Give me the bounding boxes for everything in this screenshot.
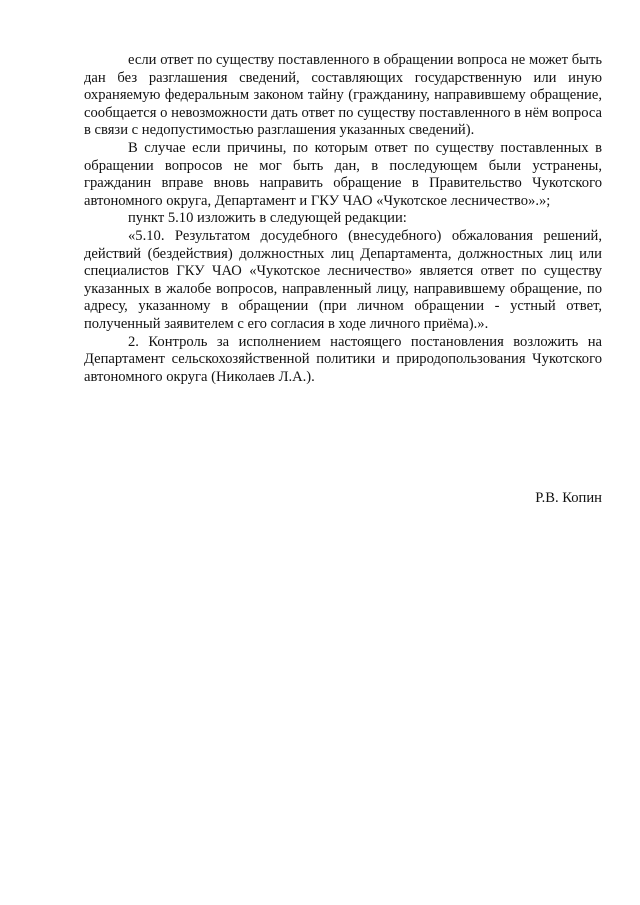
document-body [84,52,602,386]
paragraph-item-5-10-text: «5.10. Результатом досудебного (внесудебного) обжалования решений, действий (бездействия) должностных лиц Департамента, должностных лиц или специалистов ГКУ ЧАО «Чукотское лесничество» является ответ по существу указанных в жалобе вопросов, направленный лицу, направившему обращение, по адресу, указанному в обращении (при личном обращении - устный ответ, полученный заявителем с его согласия в ходе личного приёма).». [84,227,602,332]
signature-name: Р.В. Копин [535,490,602,506]
paragraph-confidential-info: если ответ по существу поставленного в обращении вопроса не может быть дан без разглашения сведений, составляющих государственную или иную охраняемую федеральным законом тайну (гражданину, направившему обращение, сообщается о невозможности дать ответ по существу поставленного в нём вопроса в связи с недопустимостью разглашения указанных сведений). [84,52,602,139]
paragraph-control: 2. Контроль за исполнением настоящего постановления возложить на Департамент сельскохозяйственной политики и природопользования Чукотского автономного округа (Николаев Л.А.). [84,333,602,385]
paragraph-resubmission: В случае если причины, по которым ответ по существу поставленных в обращении вопросов не мог быть дан, в последующем были устранены, гражданин вправе вновь направить обращение в Правительство Чукотского автономного округа, Департамент и ГКУ ЧАО «Чукотское лесничество».»; [84,139,602,209]
paragraph-item-5-10-intro: пункт 5.10 изложить в следующей редакции: [128,210,407,227]
